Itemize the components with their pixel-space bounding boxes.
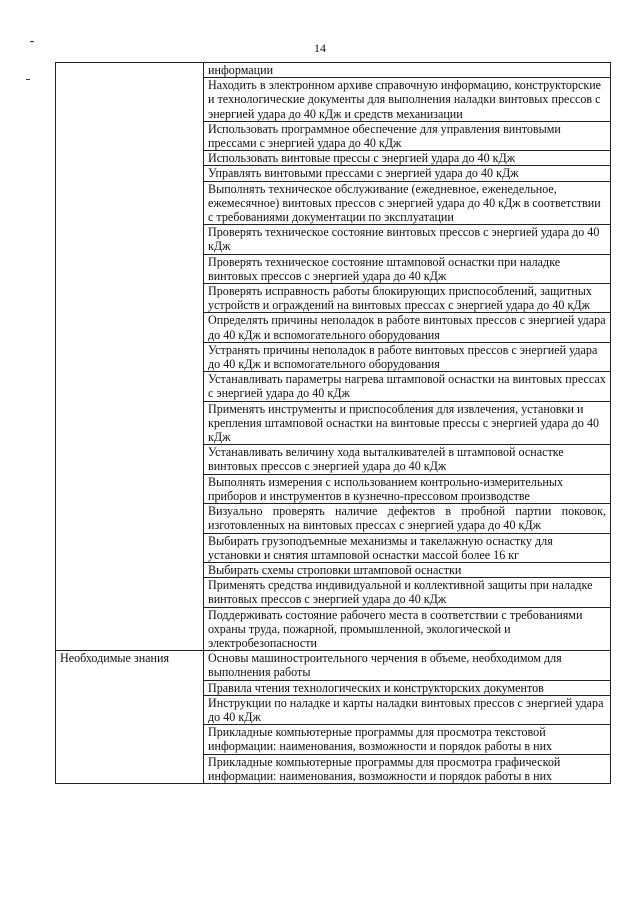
table-row (56, 651, 611, 680)
table-cell: Инструкции по наладке и карты наладки винтовых прессов с энергией удара до 40 кДж (204, 695, 611, 724)
page-number: 14 (314, 41, 326, 55)
table-cell: Проверять техническое состояние винтовых прессов с энергией удара до 40 кДж (204, 225, 611, 254)
table-cell: Устранять причины неполадок в работе винтовых прессов с энергией удара до 40 кДж и вспомогательного оборудования (204, 342, 611, 371)
margin-mark (26, 79, 30, 80)
table-cell: Применять инструменты и приспособления для извлечения, установки и крепления штамповой оснастки на винтовые прессы с энергией удара до 40 кДж (204, 401, 611, 445)
table-cell: Выполнять измерения с использованием контрольно-измерительных приборов и инструментов в кузнечно-прессовом производстве (204, 474, 611, 503)
table-cell: Проверять исправность работы блокирующих приспособлений, защитных устройств и ограждений на винтовых прессах с энергией удара до 40 кДж (204, 284, 611, 313)
table-cell: Находить в электронном архиве справочную информацию, конструкторские и технологические документы для выполнения наладки винтовых прессов с энергией удара до 40 кДж и средств механизации (204, 78, 611, 122)
table-cell: Правила чтения технологических и конструкторских документов (204, 680, 611, 695)
table-cell: Визуально проверять наличие дефектов в пробной партии поковок, изготовленных на винтовых прессах с энергией удара до 40 кДж (204, 504, 611, 533)
table-cell: Использовать винтовые прессы с энергией удара до 40 кДж (204, 151, 611, 166)
table-cell: Выбирать грузоподъемные механизмы и такелажную оснастку для установки и снятия штамповой оснастки массой более 16 кг (204, 533, 611, 562)
table-row (56, 63, 611, 78)
table-cell: Проверять техническое состояние штамповой оснастки при наладке винтовых прессов с энергией удара до 40 кДж (204, 254, 611, 283)
table-cell: Выполнять техническое обслуживание (ежедневное, еженедельное, ежемесячное) винтовых прессов с энергией удара до 40 кДж в соответствии с требованиями документации по эксплуатации (204, 181, 611, 225)
table-cell: Определять причины неполадок в работе винтовых прессов с энергией удара до 40 кДж и вспомогательного оборудования (204, 313, 611, 342)
table-cell: Устанавливать параметры нагрева штамповой оснастки на винтовых прессах с энергией удара до 40 кДж (204, 372, 611, 401)
table-cell: информации (204, 63, 611, 78)
table-cell: Использовать программное обеспечение для управления винтовыми прессами с энергией удара до 40 кДж (204, 121, 611, 150)
margin-mark (30, 41, 34, 42)
table-cell: Прикладные компьютерные программы для просмотра текстовой информации: наименования, возможности и порядок работы в них (204, 725, 611, 754)
table-cell: Поддерживать состояние рабочего места в соответствии с требованиями охраны труда, пожарной, промышленной, экологической и электробезопасности (204, 607, 611, 651)
requirements-table (55, 62, 611, 784)
knowledge-section (56, 651, 611, 784)
table-cell: Устанавливать величину хода выталкивателей в штамповой оснастке винтовых прессов с энергией удара до 40 кДж (204, 445, 611, 474)
section-label: Необходимые знания (56, 651, 204, 784)
skills-section (56, 63, 611, 651)
section-label (56, 63, 204, 651)
table-cell: Основы машиностроительного черчения в объеме, необходимом для выполнения работы (204, 651, 611, 680)
table-cell: Применять средства индивидуальной и коллективной защиты при наладке винтовых прессов с энергией удара до 40 кДж (204, 578, 611, 607)
table-cell: Управлять винтовыми прессами с энергией удара до 40 кДж (204, 166, 611, 181)
table-cell: Выбирать схемы строповки штамповой оснастки (204, 562, 611, 577)
table-cell: Прикладные компьютерные программы для просмотра графической информации: наименования, возможности и порядок работы в них (204, 754, 611, 783)
